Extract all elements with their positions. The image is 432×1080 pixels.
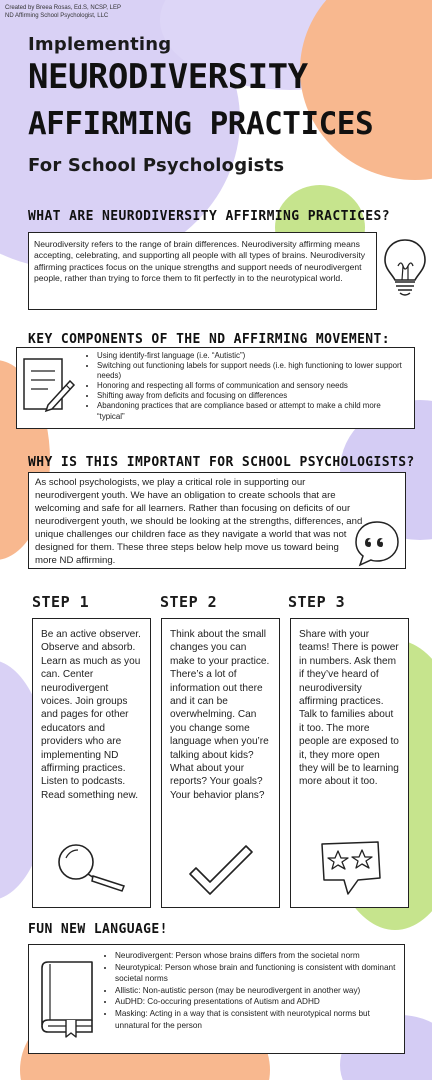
list-item: • Switching out functioning labels for support needs (i.e. high functioning to lower support needs)	[97, 361, 408, 381]
what-box	[28, 232, 377, 310]
why-box	[28, 472, 406, 569]
page-title-line-1: NEURODIVERSITY	[28, 57, 308, 97]
why-body: As school psychologists, we play a critical role in supporting our neurodivergent youth. We have an obligation to create schools that are welcoming and safe for all learners. Rather than focusing on deficits of our neurodivergent youth, we should be looking at the strengths, differences, and unique challenges our children face as they navigate a world that was not designed for them. These three steps below help move us toward being more ND affirming.	[35, 477, 363, 566]
key-list	[85, 351, 408, 422]
notepad-pencil-icon	[20, 355, 78, 417]
section-heading-language: FUN NEW LANGUAGE!	[28, 922, 168, 937]
step-3-heading: STEP 3	[288, 593, 346, 611]
list-item: • Allistic: Non-autistic person (may be neurodivergent in another way)	[115, 985, 398, 997]
step-1-body: Be an active observer. Observe and absorb. Learn as much as you can. Center neurodivergent voices. Join groups and pages for other educators and providers who are implementing ND affirming practices. Listen to podcasts. Read something new.	[41, 629, 141, 801]
credit-line-2: ND Affirming School Psychologist, LLC	[5, 13, 109, 19]
speech-bubble-quote-icon	[352, 518, 402, 568]
list-item: • Masking: Acting in a way that is consistent with neurotypical norms but unnatural for the person	[115, 1008, 398, 1031]
step-2-body: Think about the small changes you can make to your practice. There’s a lot of information out there and it can be overwhelming. Can you change some language when you’re talking about kids? What about your reports? Your goals? Your behavior plans?	[170, 629, 270, 801]
list-item: • AuDHD: Co-occuring presentations of Autism and ADHD	[115, 996, 398, 1008]
language-list	[103, 950, 398, 1031]
what-body: Neurodiversity refers to the range of brain differences. Neurodiversity affirming means accepting, celebrating, and supporting all people with all types of brains. Neurodiversity affirming practices focus on the unique strengths and support needs of neurodivergent people, rather than trying to force them to fit perfectly in to the neurotypical world.	[34, 239, 366, 284]
step-1-heading: STEP 1	[32, 593, 90, 611]
step-2-heading: STEP 2	[160, 593, 218, 611]
magnifying-glass-icon	[52, 838, 132, 896]
list-item: • Honoring and respecting all forms of communication and sensory needs	[97, 381, 408, 391]
list-item: • Neurodivergent: Person whose brains differs from the societal norm	[115, 950, 398, 962]
credit-line-1: Created by Breea Rosas, Ed.S, NCSP, LEP	[5, 5, 121, 11]
background-blob-peach-top-right	[300, 0, 432, 180]
book-icon	[36, 958, 100, 1038]
list-item: • Neurotypical: Person whose brain and functioning is consistent with dominant societal norms	[115, 962, 398, 985]
list-item: • Shifting away from deficits and focusing on differences	[97, 391, 408, 401]
list-item: • Abandoning practices that are compliance based or attempt to make a child more “typical”	[97, 401, 408, 421]
header-implementing: Implementing	[28, 34, 172, 55]
section-heading-key: KEY COMPONENTS OF THE ND AFFIRMING MOVEMENT:	[28, 332, 390, 347]
credit	[5, 4, 121, 20]
step-3-body: Share with your teams! There is power in numbers. Ask them if they’ve heard of neurodiversity affirming practices. Talk to families about it too. The more people are exposed to it, they more open they will be to learning more about it too.	[299, 629, 399, 788]
section-heading-why: WHY IS THIS IMPORTANT FOR SCHOOL PSYCHOLOGISTS?	[28, 455, 415, 470]
section-heading-what: WHAT ARE NEURODIVERSITY AFFIRMING PRACTICES?	[28, 209, 390, 224]
checkmark-icon	[186, 842, 256, 900]
lightbulb-icon	[380, 236, 430, 298]
stars-speech-bubble-icon	[318, 838, 384, 900]
header-subtitle: For School Psychologists	[28, 155, 285, 176]
page-title-line-2: AFFIRMING PRACTICES	[28, 106, 374, 142]
list-item: • Using identify-first language (i.e. “Autistic”)	[97, 351, 408, 361]
